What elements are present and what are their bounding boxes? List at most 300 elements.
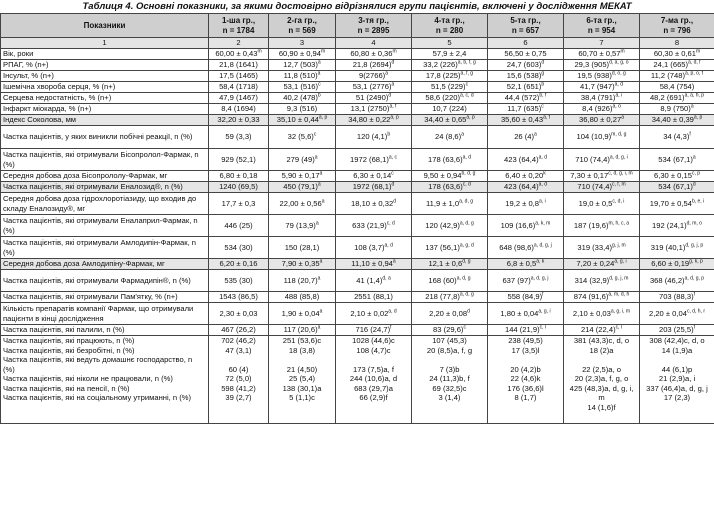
table-cell bbox=[640, 71, 714, 82]
employment-value bbox=[271, 355, 333, 365]
employment-value: 18 (3,8) bbox=[288, 345, 316, 355]
table-cell bbox=[209, 60, 269, 71]
employment-label: Частка пацієнтів, які безробітні, n (%) bbox=[3, 345, 135, 355]
table-cell bbox=[336, 104, 412, 115]
cell-value: 53,1 (516) bbox=[283, 82, 319, 92]
significance-marker: b bbox=[387, 131, 391, 138]
cell-value: 6,60 ± 0,19 bbox=[651, 259, 690, 269]
cell-value: 467 (26,2) bbox=[221, 325, 256, 335]
cell-value: 710 (74,4) bbox=[577, 182, 612, 192]
table-cell bbox=[412, 82, 488, 93]
table-cell bbox=[640, 215, 714, 237]
significance-marker: a, p, o, f bbox=[684, 70, 704, 77]
employment-value: 381 (43,3)c, d, o bbox=[573, 336, 630, 345]
table-cell bbox=[564, 292, 640, 303]
cell-value: 44,4 (572) bbox=[504, 93, 540, 103]
table-cell bbox=[209, 104, 269, 115]
cell-value: 32 (5,6) bbox=[287, 132, 314, 142]
row-label: РПАГ, % (n+) bbox=[1, 60, 209, 71]
employment-value: 176 (36,6)l bbox=[507, 383, 544, 393]
table-cell bbox=[640, 259, 714, 270]
row-label: Середня добова доза Бісопрололу-Фармак, мг bbox=[1, 171, 209, 182]
table-row bbox=[1, 237, 714, 259]
significance-marker: a bbox=[319, 308, 323, 315]
table-cell bbox=[209, 215, 269, 237]
table-cell bbox=[269, 71, 336, 82]
significance-marker: a bbox=[461, 131, 464, 138]
table-row bbox=[1, 193, 714, 215]
cell-value: 60,70 ± 0,57 bbox=[578, 49, 621, 59]
significance-marker: a, d, g bbox=[459, 291, 474, 298]
table-cell bbox=[488, 182, 564, 193]
cell-value: 446 (25) bbox=[224, 220, 253, 230]
row-label: Частка пацієнтів, які отримували Еналаприл-Фармак, n (%) bbox=[1, 215, 209, 237]
significance-marker: a, d bbox=[462, 154, 471, 161]
cell-value: 41,7 (947) bbox=[580, 82, 615, 92]
employment-value: 69 (32,5)c bbox=[432, 383, 467, 393]
table-cell bbox=[564, 49, 640, 60]
table-cell bbox=[336, 325, 412, 336]
table-cell bbox=[488, 93, 564, 104]
cell-value: 17,5 (1465) bbox=[219, 71, 258, 81]
employment-value: 138 (30,1)a bbox=[282, 383, 322, 393]
table-cell bbox=[336, 115, 412, 126]
column-number: 3 bbox=[269, 38, 336, 49]
table-cell bbox=[209, 237, 269, 259]
cell-value: 648 (98,6) bbox=[499, 242, 534, 252]
table-cell bbox=[269, 215, 336, 237]
table-cell bbox=[412, 126, 488, 149]
table-cell bbox=[336, 303, 412, 325]
significance-marker: c, d, g, i, m bbox=[608, 170, 633, 177]
significance-marker: a bbox=[317, 324, 321, 331]
cell-value: 314 (32,9) bbox=[574, 275, 610, 285]
significance-marker: m bbox=[696, 48, 701, 55]
table-cell bbox=[336, 270, 412, 292]
table-cell bbox=[488, 115, 564, 126]
cell-value: 104 (10,9) bbox=[576, 132, 612, 142]
significance-marker: m bbox=[321, 48, 326, 55]
employment-values bbox=[564, 336, 640, 424]
table-row bbox=[1, 49, 714, 60]
table-cell bbox=[336, 259, 412, 270]
table-cell bbox=[412, 182, 488, 193]
table-cell bbox=[412, 71, 488, 82]
significance-marker: a bbox=[317, 59, 321, 66]
cell-value: 34,40 ± 0,39 bbox=[651, 115, 694, 125]
significance-marker: b bbox=[541, 81, 545, 88]
cell-value: 6,80 ± 0,18 bbox=[219, 171, 258, 181]
cell-value: 450 (79,1) bbox=[283, 182, 318, 192]
table-cell bbox=[209, 292, 269, 303]
table-row bbox=[1, 71, 714, 82]
significance-marker: a, d, g, p bbox=[684, 275, 705, 282]
employment-values bbox=[412, 336, 488, 424]
employment-value: 425 (48,3)a, d, g, i, m bbox=[569, 383, 634, 402]
cell-value: 26 (4) bbox=[514, 132, 535, 142]
employment-value: 17 (2,3) bbox=[663, 393, 691, 402]
employment-values bbox=[336, 336, 412, 424]
cell-value: 8,9 (750) bbox=[660, 104, 691, 114]
table-row bbox=[1, 93, 714, 104]
table-cell bbox=[488, 104, 564, 115]
table-cell bbox=[412, 193, 488, 215]
significance-marker: d bbox=[541, 59, 545, 66]
row-label: Середня добова доза гідрохлоротіазиду, що входив до складу Еналозиду®, мг bbox=[1, 193, 209, 215]
table-cell bbox=[488, 292, 564, 303]
significance-marker: m bbox=[257, 48, 262, 55]
significance-marker: a bbox=[321, 198, 325, 205]
significance-marker: a bbox=[317, 181, 321, 188]
significance-marker: c bbox=[313, 131, 317, 138]
cell-value: 53,1 (2776) bbox=[352, 82, 392, 92]
row-label: Інфаркт міокарда, % (n+) bbox=[1, 104, 209, 115]
cell-value: 9,50 ± 0,94 bbox=[423, 171, 462, 181]
table-cell bbox=[564, 126, 640, 149]
significance-marker: b, d, g bbox=[461, 170, 476, 177]
significance-marker: a, d, f bbox=[688, 59, 701, 66]
table-cell bbox=[209, 270, 269, 292]
significance-marker: d, o, g bbox=[611, 70, 626, 77]
significance-marker: a, c, d bbox=[460, 92, 474, 99]
significance-marker: m, d, g bbox=[611, 131, 627, 138]
table-cell bbox=[336, 126, 412, 149]
cell-value: 319 (40,1) bbox=[650, 242, 686, 252]
table-cell bbox=[209, 115, 269, 126]
cell-value: 7,90 ± 0,35 bbox=[281, 259, 320, 269]
column-number: 2 bbox=[209, 38, 269, 49]
significance-marker: a bbox=[392, 258, 396, 265]
table-cell bbox=[412, 115, 488, 126]
employment-value bbox=[566, 355, 637, 365]
cell-value: 633 (21,9) bbox=[352, 220, 387, 230]
significance-marker: a bbox=[317, 275, 321, 282]
table-cell bbox=[269, 325, 336, 336]
significance-marker: a, g, i bbox=[538, 308, 551, 315]
column-number: 5 bbox=[412, 38, 488, 49]
column-number: 4 bbox=[336, 38, 412, 49]
table-cell bbox=[488, 325, 564, 336]
cell-value: 423 (64,4) bbox=[504, 182, 539, 192]
table-cell bbox=[640, 93, 714, 104]
cell-value: 2,30 ± 0,03 bbox=[219, 308, 258, 318]
cell-value: 34,40 ± 0,65 bbox=[424, 115, 467, 125]
cell-value: 1972 (68,1) bbox=[350, 154, 389, 164]
cell-value: 534 (67,1) bbox=[658, 154, 693, 164]
table-cell bbox=[488, 215, 564, 237]
employment-value: 14 (1,6)f bbox=[587, 402, 616, 412]
significance-marker: m bbox=[392, 48, 397, 55]
column-number: 7 bbox=[564, 38, 640, 49]
table-cell bbox=[269, 193, 336, 215]
table-cell bbox=[269, 303, 336, 325]
employment-label: Частка пацієнтів, які працюють, n (%) bbox=[3, 336, 135, 345]
employment-value: 20 (8,5)a, f, g bbox=[426, 345, 473, 355]
significance-marker: a, f, g bbox=[460, 70, 474, 77]
table-cell bbox=[412, 49, 488, 60]
cell-value: 57,9 ± 2,4 bbox=[432, 49, 467, 59]
employment-value bbox=[490, 355, 561, 365]
employment-value: 22 (4,6)k bbox=[510, 374, 541, 383]
table-cell bbox=[640, 115, 714, 126]
table-row bbox=[1, 115, 714, 126]
significance-marker: a, k bbox=[536, 258, 545, 265]
table-cell bbox=[412, 292, 488, 303]
cell-value: 558 (84,9) bbox=[507, 292, 543, 302]
row-label: Серцева недостатність, % (n+) bbox=[1, 93, 209, 104]
table-cell bbox=[640, 193, 714, 215]
table-row bbox=[1, 270, 714, 292]
employment-value: 66 (2,9)f bbox=[359, 393, 388, 402]
row-label: Кількість препаратів компанії Фармак, що отримували пацієнти в кінці дослідження bbox=[1, 303, 209, 325]
cell-value: 58,6 (220) bbox=[425, 93, 460, 103]
table-cell bbox=[564, 182, 640, 193]
cell-value: 13,1 (2750) bbox=[350, 104, 390, 114]
employment-labels bbox=[1, 336, 209, 424]
cell-value: 6,40 ± 0,20 bbox=[505, 171, 544, 181]
significance-marker: a, b, f, g bbox=[457, 59, 476, 66]
employment-values bbox=[209, 336, 269, 424]
cell-value: 35,10 ± 0,44 bbox=[276, 115, 319, 125]
table-row bbox=[1, 82, 714, 93]
significance-marker: c bbox=[541, 103, 544, 110]
significance-marker: a, k, m bbox=[535, 220, 551, 227]
table-cell bbox=[336, 149, 412, 171]
significance-marker: f bbox=[693, 291, 695, 298]
cell-value: 1240 (69,5) bbox=[219, 182, 258, 192]
employment-value bbox=[338, 355, 409, 365]
significance-marker: a bbox=[317, 70, 321, 77]
table-cell bbox=[269, 104, 336, 115]
row-label: Частка пацієнтів, які отримували Амлодипін-Фармак, n (%) bbox=[1, 237, 209, 259]
cell-value: 19,0 ± 0,5 bbox=[578, 198, 613, 208]
cell-value: 34,80 ± 0,22 bbox=[348, 115, 391, 125]
column-number: 1 bbox=[1, 38, 209, 49]
table-cell bbox=[640, 49, 714, 60]
table-cell bbox=[564, 215, 640, 237]
table-row bbox=[1, 104, 714, 115]
table-cell bbox=[269, 259, 336, 270]
significance-marker: d bbox=[391, 181, 395, 188]
significance-marker: g, k, p bbox=[689, 258, 703, 265]
table-cell bbox=[412, 104, 488, 115]
cell-value: 21,8 (2694) bbox=[352, 60, 392, 70]
cell-value: 109 (16,6) bbox=[500, 220, 536, 230]
table-cell bbox=[640, 60, 714, 71]
significance-marker: c bbox=[465, 81, 469, 88]
cell-value: 534 (67,1) bbox=[658, 182, 693, 192]
cell-value: 11,9 ± 1,0 bbox=[425, 198, 460, 208]
significance-marker: a, d, g bbox=[459, 198, 474, 205]
cell-value: 83 (29,6) bbox=[433, 325, 464, 335]
cell-value: 60,00 ± 0,43 bbox=[215, 49, 258, 59]
cell-value: 19,5 (938) bbox=[577, 71, 612, 81]
significance-marker: b, e, i bbox=[691, 198, 705, 205]
significance-marker: c, d, h, r bbox=[686, 308, 705, 315]
table-row bbox=[1, 126, 714, 149]
cell-value: 51,5 (229) bbox=[430, 82, 466, 92]
employment-value: 39 (2,7) bbox=[225, 393, 252, 402]
employment-value: 25 (5,4) bbox=[288, 374, 316, 383]
significance-marker: a, m, d, h bbox=[608, 291, 630, 298]
table-cell bbox=[488, 237, 564, 259]
table-cell bbox=[488, 49, 564, 60]
significance-marker: d bbox=[393, 198, 396, 205]
employment-value: 20 (2,3)a, f, g, o bbox=[574, 374, 629, 383]
table-cell bbox=[640, 104, 714, 115]
employment-value: 108 (4,7)c bbox=[356, 345, 391, 355]
significance-marker: d bbox=[388, 92, 392, 99]
cell-value: 710 (74,4) bbox=[575, 154, 610, 164]
employment-values bbox=[488, 336, 564, 424]
table-cell bbox=[336, 49, 412, 60]
column-number-row bbox=[1, 38, 714, 49]
employment-value: 21 (4,50) bbox=[286, 364, 318, 374]
significance-marker: g bbox=[541, 70, 545, 77]
cell-value: 51 (2490) bbox=[355, 93, 389, 103]
significance-marker: c, p bbox=[691, 170, 700, 177]
table-cell bbox=[564, 193, 640, 215]
table-cell bbox=[209, 126, 269, 149]
significance-marker: d, g, j, p bbox=[685, 242, 704, 249]
significance-marker: a, d, g, j bbox=[533, 242, 552, 249]
cell-value: 35,60 ± 0,43 bbox=[500, 115, 544, 125]
cell-value: 24,1 (665) bbox=[653, 60, 689, 70]
employment-value: 308 (42,4)c, d, o bbox=[649, 336, 705, 345]
significance-marker: c bbox=[318, 81, 321, 88]
significance-marker: f bbox=[390, 324, 392, 331]
significance-marker: d bbox=[391, 59, 395, 66]
employment-value: 14 (1,9)a bbox=[661, 345, 693, 355]
cell-value: 192 (24,1) bbox=[652, 220, 687, 230]
significance-marker: c, l bbox=[615, 324, 622, 331]
table-cell bbox=[564, 270, 640, 292]
cell-value: 11,8 (510) bbox=[283, 71, 318, 81]
table-row bbox=[1, 259, 714, 270]
employment-label: Частка пацієнтів, які на пенсії, n (%) bbox=[3, 383, 130, 393]
cell-value: 120 (4,1) bbox=[356, 132, 388, 142]
table-cell bbox=[269, 149, 336, 171]
significance-marker: f bbox=[542, 291, 544, 298]
significance-marker: d, a, g, o bbox=[609, 59, 629, 66]
cell-value: 33,2 (226) bbox=[423, 60, 458, 70]
significance-marker: k bbox=[543, 170, 546, 177]
cell-value: 10,7 (224) bbox=[432, 104, 467, 114]
cell-value: 12,1 ± 0,6 bbox=[428, 259, 463, 269]
results-table bbox=[0, 13, 714, 424]
significance-marker: a bbox=[391, 81, 395, 88]
header-group-1: 1-ша гр., n = 1784 bbox=[209, 14, 269, 38]
significance-marker: a, i bbox=[539, 198, 546, 205]
employment-value: 238 (49,5) bbox=[508, 336, 543, 345]
significance-marker: a bbox=[319, 258, 323, 265]
cell-value: 79 (13,9) bbox=[285, 220, 316, 230]
employment-label: Частка пацієнтів, які ведуть домашнє господарство, n (%) bbox=[3, 355, 193, 374]
employment-value: 173 (7,5)a, f bbox=[353, 364, 394, 374]
table-cell bbox=[336, 182, 412, 193]
cell-value: 535 (30) bbox=[224, 275, 253, 285]
cell-value: 12,7 (503) bbox=[283, 60, 318, 70]
table-cell bbox=[336, 215, 412, 237]
table-row bbox=[1, 149, 714, 171]
significance-marker: a bbox=[314, 154, 318, 161]
significance-marker: d, m, o bbox=[686, 220, 702, 227]
table-cell bbox=[564, 325, 640, 336]
table-cell bbox=[209, 93, 269, 104]
significance-marker: c bbox=[463, 324, 466, 331]
table-cell bbox=[269, 82, 336, 93]
table-cell bbox=[209, 82, 269, 93]
cell-value: 6,20 ± 0,16 bbox=[219, 259, 258, 269]
table-cell bbox=[209, 71, 269, 82]
cell-value: 168 (60) bbox=[428, 275, 457, 285]
significance-marker: a, d, g bbox=[456, 275, 471, 282]
significance-marker: m, h, c, a bbox=[608, 220, 630, 227]
table-cell bbox=[564, 303, 640, 325]
significance-marker: a bbox=[315, 220, 319, 227]
cell-value: 178 (63,6) bbox=[428, 154, 463, 164]
table-cell bbox=[412, 259, 488, 270]
table-row bbox=[1, 171, 714, 182]
table-cell bbox=[336, 237, 412, 259]
employment-value: 7 (3)b bbox=[439, 364, 460, 374]
significance-marker: a, p bbox=[318, 114, 328, 121]
table-cell bbox=[488, 82, 564, 93]
cell-value: 56,50 ± 0,75 bbox=[504, 49, 547, 59]
row-label: Середня добова доза Амлодипіну-Фармак, мг bbox=[1, 259, 209, 270]
significance-marker: a bbox=[692, 154, 696, 161]
cell-value: 8,4 (926) bbox=[582, 104, 613, 114]
employment-value: 244 (10,6)a, d bbox=[349, 374, 398, 383]
employment-value: 107 (45,3) bbox=[432, 336, 467, 345]
cell-value: 118 (20,7) bbox=[283, 275, 318, 285]
cell-value: 9,3 (516) bbox=[286, 104, 318, 114]
employment-value: 47 (3,1) bbox=[225, 345, 252, 355]
table-caption: Таблиця 4. Основні показники, за якими достовірно відрізнялися групи пацієнтів, включені у дослідження МЕКАТ bbox=[82, 1, 632, 12]
significance-marker: a, a, h, p bbox=[684, 92, 705, 99]
significance-marker: a bbox=[385, 70, 388, 77]
table-row bbox=[1, 182, 714, 193]
cell-value: 6,30 ± 0,14 bbox=[353, 171, 392, 181]
column-number: 6 bbox=[488, 38, 564, 49]
table-cell bbox=[269, 171, 336, 182]
significance-marker: f bbox=[693, 324, 695, 331]
row-label: Інсульт, % (n+) bbox=[1, 71, 209, 82]
significance-marker: b bbox=[317, 92, 321, 99]
cell-value: 534 (30) bbox=[224, 242, 253, 252]
table-cell bbox=[640, 325, 714, 336]
table-cell bbox=[640, 126, 714, 149]
table-cell bbox=[412, 270, 488, 292]
table-cell bbox=[269, 93, 336, 104]
significance-marker: c, d bbox=[462, 181, 471, 188]
table-cell bbox=[640, 270, 714, 292]
cell-value: 41 (1,4) bbox=[356, 275, 383, 285]
significance-marker: a, d bbox=[384, 242, 393, 249]
employment-value: 24 (11,3)b, f bbox=[429, 374, 470, 383]
significance-marker: c bbox=[391, 170, 394, 177]
significance-marker: a, d, g, j bbox=[530, 275, 549, 282]
table-cell bbox=[564, 93, 640, 104]
significance-marker: a, p bbox=[693, 114, 703, 121]
significance-marker: d bbox=[467, 308, 470, 315]
table-cell bbox=[488, 193, 564, 215]
significance-marker: d, a bbox=[382, 275, 391, 282]
significance-marker: a, d bbox=[538, 154, 547, 161]
table-cell bbox=[564, 149, 640, 171]
cell-value: 117 (20,6) bbox=[283, 325, 318, 335]
significance-marker: a bbox=[534, 131, 537, 138]
